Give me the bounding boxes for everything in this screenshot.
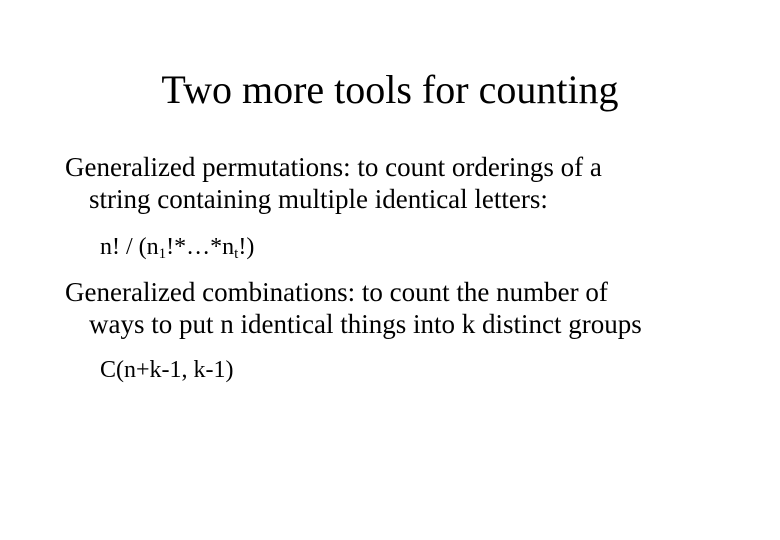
bullet-2-line-2: ways to put n identical things into k distinct groups — [89, 309, 642, 339]
formula-1-part-2: !*…*n — [166, 234, 235, 260]
combination-formula: C(n+k-1, k-1) — [100, 357, 234, 383]
bullet-1-line-1: Generalized permutations: to count orderings of a — [65, 152, 602, 182]
formula-1-part-3: !) — [238, 234, 255, 260]
slide-title: Two more tools for counting — [161, 67, 619, 112]
formula-1-subscript-1: 1 — [158, 246, 167, 262]
bullet-generalized-permutations — [65, 151, 755, 215]
formula-1-subscript-t: t — [234, 246, 239, 262]
bullet-1-line-2: string containing multiple identical letters: — [89, 184, 548, 214]
bullet-2-line-1: Generalized combinations: to count the number of — [65, 277, 608, 307]
formula-1-part-1: n! / (n — [100, 234, 159, 260]
permutation-formula — [100, 232, 254, 262]
bullet-generalized-combinations — [65, 276, 755, 340]
